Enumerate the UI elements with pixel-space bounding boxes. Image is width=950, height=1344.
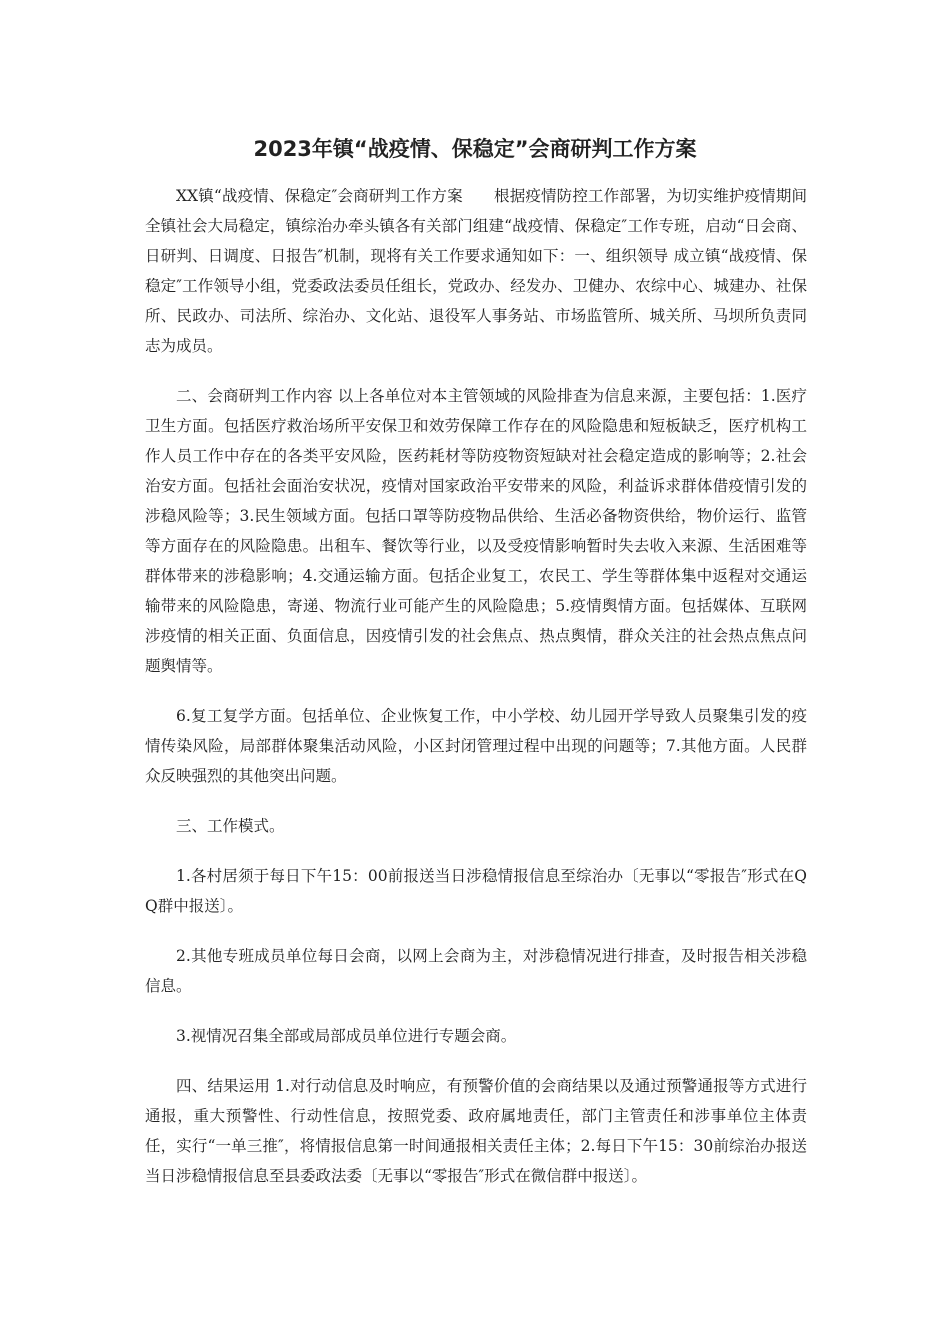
document-body: [145, 181, 807, 1211]
paragraph-section-two-continued: 6.复工复学方面。包括单位、企业恢复工作，中小学校、幼儿园开学导致人员聚集引发的疫情传染风险，局部群体聚集活动风险，小区封闭管理过程中出现的问题等；7.其他方面。人民群众反映强烈的其他突出问题。: [145, 707, 807, 785]
paragraph-section-four: 四、结果运用 1.对行动信息及时响应，有预警价值的会商结果以及通过预警通报等方式进行通报，重大预警性、行动性信息，按照党委、政府属地责任，部门主管责任和涉事单位主体责任，实行“一单三推″，将情报信息第一时间通报相关责任主体；2.每日下午15：30前综治办报送当日涉稳情报信息至县委政法委〔无事以“零报告″形式在微信群中报送〕。: [145, 1077, 807, 1185]
paragraph-section-two: 二、会商研判工作内容 以上各单位对本主管领域的风险排查为信息来源，主要包括：1.医疗卫生方面。包括医疗救治场所平安保卫和效劳保障工作存在的风险隐患和短板缺乏，医疗机构工作人员工作中存在的各类平安风险，医药耗材等防疫物资短缺对社会稳定造成的影响等；2.社会治安方面。包括社会面治安状况，疫情对国家政治平安带来的风险，利益诉求群体借疫情引发的涉稳风险等；3.民生领域方面。包括口罩等防疫物品供给、生活必备物资供给，物价运行、监管等方面存在的风险隐患。出租车、餐饮等行业，以及受疫情影响暂时失去收入来源、生活困难等群体带来的涉稳影响；4.交通运输方面。包括企业复工，农民工、学生等群体集中返程对交通运输带来的风险隐患，寄递、物流行业可能产生的风险隐患；5.疫情舆情方面。包括媒体、互联网涉疫情的相关正面、负面信息，因疫情引发的社会焦点、热点舆情，群众关注的社会热点焦点问题舆情等。: [145, 387, 807, 675]
paragraph-work-mode-item-3: 3.视情况召集全部或局部成员单位进行专题会商。: [176, 1027, 517, 1045]
paragraph-work-mode-item-1: 1.各村居须于每日下午15：00前报送当日涉稳情报信息至综治办〔无事以“零报告″形式在QQ群中报送〕。: [145, 867, 807, 915]
document-title: 2023年镇“战疫情、保稳定”会商研判工作方案: [253, 137, 697, 161]
paragraph-intro: XX镇“战疫情、保稳定″会商研判工作方案 根据疫情防控工作部署，为切实维护疫情期间全镇社会大局稳定，镇综治办牵头镇各有关部门组建“战疫情、保稳定″工作专班，启动“日会商、日研判、日调度、日报告″机制，现将有关工作要求通知如下：一、组织领导 成立镇“战疫情、保稳定″工作领导小组，党委政法委员任组长，党政办、经发办、卫健办、农综中心、城建办、社保所、民政办、司法所、综治办、文化站、退役军人事务站、市场监管所、城关所、马坝所负责同志为成员。: [145, 187, 807, 355]
paragraph-work-mode-item-2: 2.其他专班成员单位每日会商，以网上会商为主，对涉稳情况进行排查，及时报告相关涉稳信息。: [145, 947, 807, 995]
paragraph-section-three-heading: 三、工作模式。: [176, 817, 285, 835]
